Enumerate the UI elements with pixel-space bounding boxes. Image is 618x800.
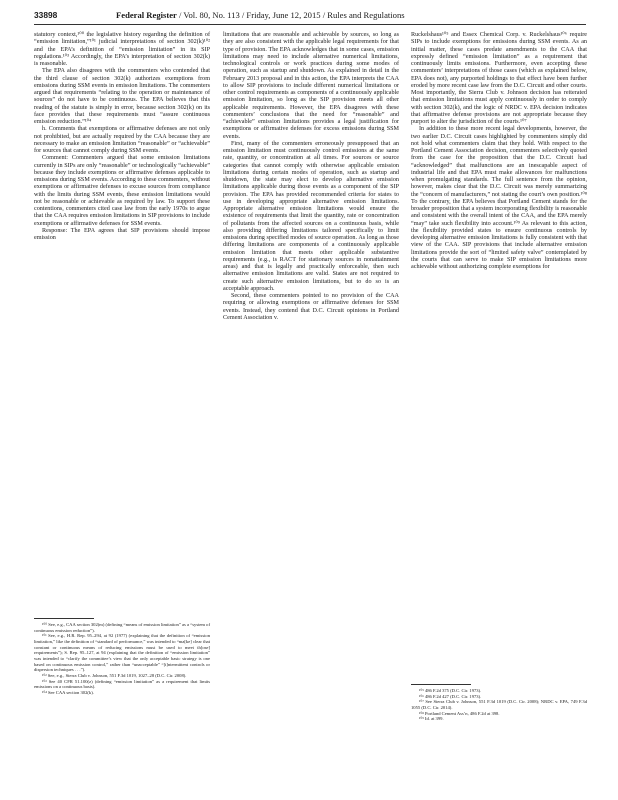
paragraph: First, many of the commenters erroneously presupposed that an emission limitation must continuously control emissions at the same rate, quantity, or concentration at all times. For sources or source categories that cannot comply with otherwise applicable emission limitations during certain modes of operation, such as startup and shutdown, the state may elect to develop alternative emission limitations applicable during those events as a component of the SIP provision. The EPA has provided recommended criteria for states to use in developing appropriate alternative emission limitations. Appropriate alternative emission limitations would ensure the existence of requirements that limit the quantity, rate or concentration of pollutants from the affected sources on a continuous basis, while also providing differing limitations tailored specifically to limit emissions during specified modes of source operation. As long as those differing limitations are components of a continuously applicable emission limitation that meets other applicable substantive requirements (e.g., is RACT for stationary sources in nonattainment areas) and that is legally and practically enforceable, then such alternative emission limitations are valid. States are not required to create such alternative emission limitations, but to do so is an acceptable approach. xyxy=(223,140,399,292)
footnote: ¹⁰⁴ See CAA section 302(k). xyxy=(42,689,94,695)
footnote: ¹⁰³ See 40 CFR 51.100(z) (defining “emission limitation” as a requirement that limits emissions on a continuous basis). xyxy=(34,678,210,690)
footnote-rule xyxy=(34,618,94,619)
footnote: ¹⁰⁰ See, e.g., CAA section 302(m) (defining “means of emission limitation” as a “system of continuous emission reduction”). xyxy=(34,622,210,633)
issue-details: / Vol. 80, No. 113 / Friday, June 12, 2015 / Rules and Regulations xyxy=(179,10,405,20)
footnote: ¹⁰⁵ 486 F.2d 375 (D.C. Cir. 1973). xyxy=(419,688,482,693)
paragraph: Response: The EPA agrees that SIP provisions should impose emission xyxy=(34,227,210,241)
footnote: ¹⁰⁶ 486 F.2d 427 (D.C. Cir. 1973). xyxy=(419,693,482,699)
running-head xyxy=(116,8,405,22)
column-2 xyxy=(223,32,399,322)
paragraph: statutory context,¹⁰⁰ the legislative history regarding the definition of “emission limitation,”¹⁰¹ judicial interpretations of section 302(k)¹⁰² and the EPA’s definition of “emission limitation” in its SIP regulations.¹⁰³ Accordingly, the EPA’s interpretation of section 302(k) is reasonable. xyxy=(34,32,210,67)
footnote: ¹⁰⁹ Id. at 399. xyxy=(419,716,444,722)
page-header xyxy=(34,8,586,22)
paragraph: In addition to these more recent legal developments, however, the two earlier D.C. Circuit cases highlighted by commenters simply did not hold what commenters claim that they hold. With respect to the Portland Cement Association decision, commenters selectively quoted from the case for the proposition that the D.C. Circuit had “acknowledged” that malfunctions are an inescapable aspect of industrial life and that EPA must make allowances for malfunctions when promulgating standards. The full sentence from the opinion, however, makes clear that the D.C. Circuit was merely summarizing the “concern of manufacturers,” not stating the court’s own position.¹⁰⁸ To the contrary, the EPA believes that Portland Cement stands for the broader proposition that a system incorporating flexibility is reasonable and consistent with the overall intent of the CAA, and the EPA merely “may” take such flexibility into account.¹⁰⁹ As relevant to this action, the flexibility provided states to ensure continuous controls by developing alternative emission limitations is fully consistent with that view of the CAA. SIP provisions that include alternative emission limitations provide the sort of “limited safety valve” contemplated by the courts that can serve to make SIP emission limitations more achievable without authorizing complete exemptions for xyxy=(411,126,587,270)
page-number: 33898 xyxy=(34,10,58,20)
footnote: ¹⁰⁸ Portland Cement Ass’n, 486 F.2d at 398. xyxy=(419,710,500,716)
publication-title: Federal Register xyxy=(116,10,177,20)
footnote: ¹⁰¹ See, e.g., H.R. Rep. 95–294, at 92 (1977) (explaining that the definition of “emission limitation,” like the definition of “standard of performance,” was intended to “ma[ke] clear that constant or continuous means of reducing emissions must be used to meet th[ose] requirements”); S. Rep. 95–127, at 94 (explaining that the definition of “emission limitation” was intended to “clarify the committee’s view that the only acceptable basic strategy is one based on continuous emission control,” rather than “unacceptable” “[i]ntermittent controls or dispersion techniques . . .”). xyxy=(34,633,210,673)
paragraph: The EPA also disagrees with the commenters who contended that the third clause of section 302(k) authorizes exemptions from emissions during SSM events in emission limitations. The commenters argued that requirements “relating to the operation or maintenance of sources” do not have to be continuous. The EPA believes that this reading of the statute is simply in error, because section 302(k) on its face provides that these requirements must “assure continuous emission reduction.”¹⁰⁴ xyxy=(34,68,210,125)
column-3 xyxy=(411,32,587,271)
header-rule xyxy=(34,24,586,25)
footnote: ¹⁰² See, e.g., Sierra Club v. Johnson, 551 F.3d 1019, 1027–28 (D.C. Cir. 2008). xyxy=(42,672,187,678)
paragraph: Second, these commenters pointed to no provision of the CAA requiring or allowing exemptions or affirmative defenses for SSM events. Instead, they contend that D.C. Circuit opinions in Portland Cement Association v. xyxy=(223,293,399,321)
column-1 xyxy=(34,32,210,242)
footnotes-column-3 xyxy=(411,688,587,722)
paragraph: Ruckelshaus¹⁰⁵ and Essex Chemical Corp. v. Ruckelshaus¹⁰⁶ require SIPs to include exemptions for emissions during SSM events. As an initial matter, these cases predate amendments to the CAA that expressly defined “emission limitation” as a requirement that continuously limits emissions. Furthermore, even accepting these commenters’ interpretations of those cases (which as explained below, EPA does not), any purported holdings to that effect have been further eroded by more recent case law from the D.C. Circuit and other courts. Most importantly, the Sierra Club v. Johnson decision has reiterated that emission limitations must apply continuously in order to comply with section 302(k), and the logic of NRDC v. EPA decision indicates that affirmative defense provisions are not appropriate because they purport to alter the jurisdiction of the courts.¹⁰⁷ xyxy=(411,32,587,125)
paragraph: limitations that are reasonable and achievable by sources, so long as they are also consistent with the applicable legal requirements for that type of provision. The EPA acknowledges that in some cases, emission limitations may need to include alternative numerical limitations, technological controls or work practices during some modes of operation, such as startup and shutdown. As explained in detail in the February 2013 proposal and in this action, the EPA interprets the CAA to allow SIP provisions to include different numerical limitations or other control requirements as components of a continuously applicable emission limitation, so long as the SIP provision meets all other applicable requirements. However, the EPA disagrees with these commenters’ conclusions that the need for “reasonable” and “achievable” emission limitations provides a legal justification for exemptions or affirmative defenses for excess emissions during SSM events. xyxy=(223,32,399,140)
paragraph: Comment: Commenters argued that some emission limitations currently in SIPs are only “reasonable” or technologically “achievable” because they include exemptions or affirmative defenses applicable to emissions during SSM events. According to these commenters, without exemptions or affirmative defenses to excuse sources from compliance with the limits during SSM events, these emission limitations would not be reasonable or achievable as required by law. To support these contentions, commenters cited case law from the early 1970s to argue that the CAA requires emission limitations in SIP provisions to include exemptions or affirmative defenses for SSM events. xyxy=(34,155,210,227)
section-heading: h. Comments that exemptions or affirmative defenses are not only not prohibited, but are actually required by the CAA because they are necessary to make an emission limitation “reasonable” or “achievable” for sources that cannot comply during SSM events. xyxy=(34,126,210,154)
footnote: ¹⁰⁷ See Sierra Club v. Johnson, 551 F.3d 1019 (D.C. Cir. 2008); NRDC v. EPA, 749 F.3d 1055 (D.C. Cir. 2014). xyxy=(411,699,587,710)
footnote-rule xyxy=(411,684,471,685)
footnotes-column-1 xyxy=(34,622,210,696)
